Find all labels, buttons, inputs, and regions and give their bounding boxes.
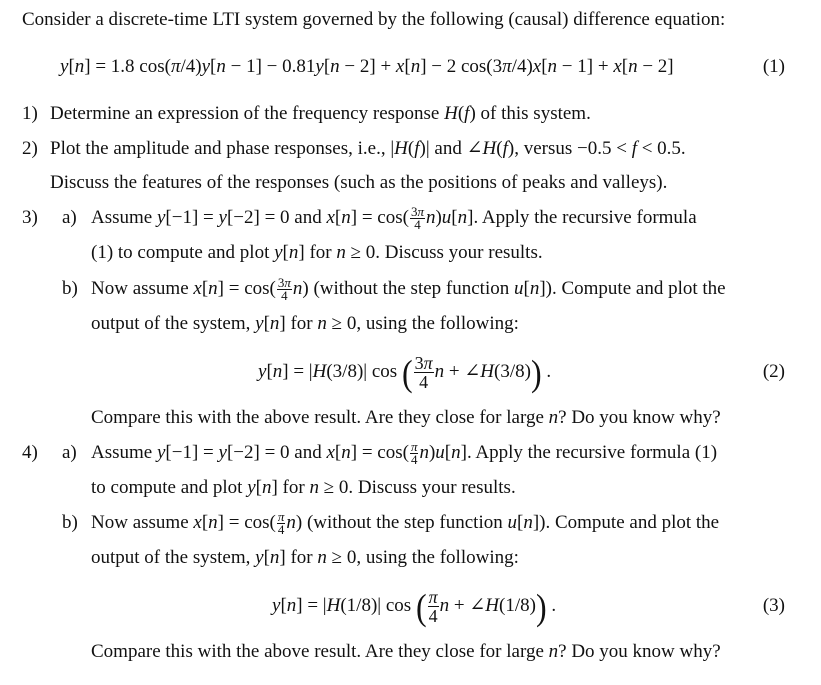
- question-4a-line2: to compute and plot y[n] for n ≥ 0. Discuss your results.: [91, 477, 516, 498]
- question-4-compare: Compare this with the above result. Are they close for large n? Do you know why?: [91, 641, 721, 662]
- question-4b-line2: output of the system, y[n] for n ≥ 0, using the following:: [91, 547, 519, 568]
- equation-3: y[n] = |H(1/8)| cos ( $\frac{\pi}{4}$ n + ∠H(1/8)) .: [272, 585, 557, 628]
- question-4a-label: a): [62, 442, 77, 463]
- question-1-text: Determine an expression of the frequency response H(f) of this system.: [50, 103, 591, 124]
- question-3b-label: b): [62, 278, 78, 299]
- question-2-discuss: Discuss the features of the responses (such as the positions of peaks and valleys).: [50, 172, 668, 193]
- question-3-compare: Compare this with the above result. Are they close for large n? Do you know why?: [91, 407, 721, 428]
- question-3a-line2: (1) to compute and plot y[n] for n ≥ 0. Discuss your results.: [91, 242, 543, 263]
- equation-2-number: (2): [762, 361, 785, 382]
- question-4-number: 4): [22, 442, 38, 463]
- question-4b-text: Now assume x[n] = cos( $\frac{\pi}{4}$ n) (without the step function u[n]). Compute and plot the: [91, 509, 720, 538]
- equation-2: y[n] = |H(3/8)| cos ( $\frac{3\pi}{4}$ n + ∠H(3/8)) .: [258, 351, 552, 394]
- question-2-number: 2): [22, 138, 38, 159]
- question-3b-line2: output of the system, y[n] for n ≥ 0, using the following:: [91, 313, 519, 334]
- question-4b-label: b): [62, 512, 78, 533]
- question-3a-label: a): [62, 207, 77, 228]
- equation-1: y[n] = 1.8 cos(π/4)y[n − 1] − 0.81y[n − 2] + x[n] − 2 cos(3π/4)x[n − 1] + x[n − 2]: [60, 56, 674, 77]
- question-4a-text: Assume y[−1] = y[−2] = 0 and x[n] = cos( $\frac{\pi}{4}$ n)u[n]. Apply the recursive formula (1): [91, 439, 718, 468]
- question-3-number: 3): [22, 207, 38, 228]
- equation-1-number: (1): [762, 56, 785, 77]
- question-3a-text: Assume y[−1] = y[−2] = 0 and x[n] = cos( $\frac{3\pi}{4}$ n)u[n]. Apply the recursive formula: [91, 204, 697, 233]
- question-2-text: Plot the amplitude and phase responses, i.e., |H(f)| and ∠H(f), versus −0.5 < f < 0.5.: [50, 138, 686, 159]
- question-1-number: 1): [22, 103, 38, 124]
- intro-text: Consider a discrete-time LTI system governed by the following (causal) difference equation:: [22, 9, 726, 30]
- question-3b-text: Now assume x[n] = cos( $\frac{3\pi}{4}$ n) (without the step function u[n]). Compute and plot the: [91, 275, 726, 304]
- equation-3-number: (3): [762, 595, 785, 616]
